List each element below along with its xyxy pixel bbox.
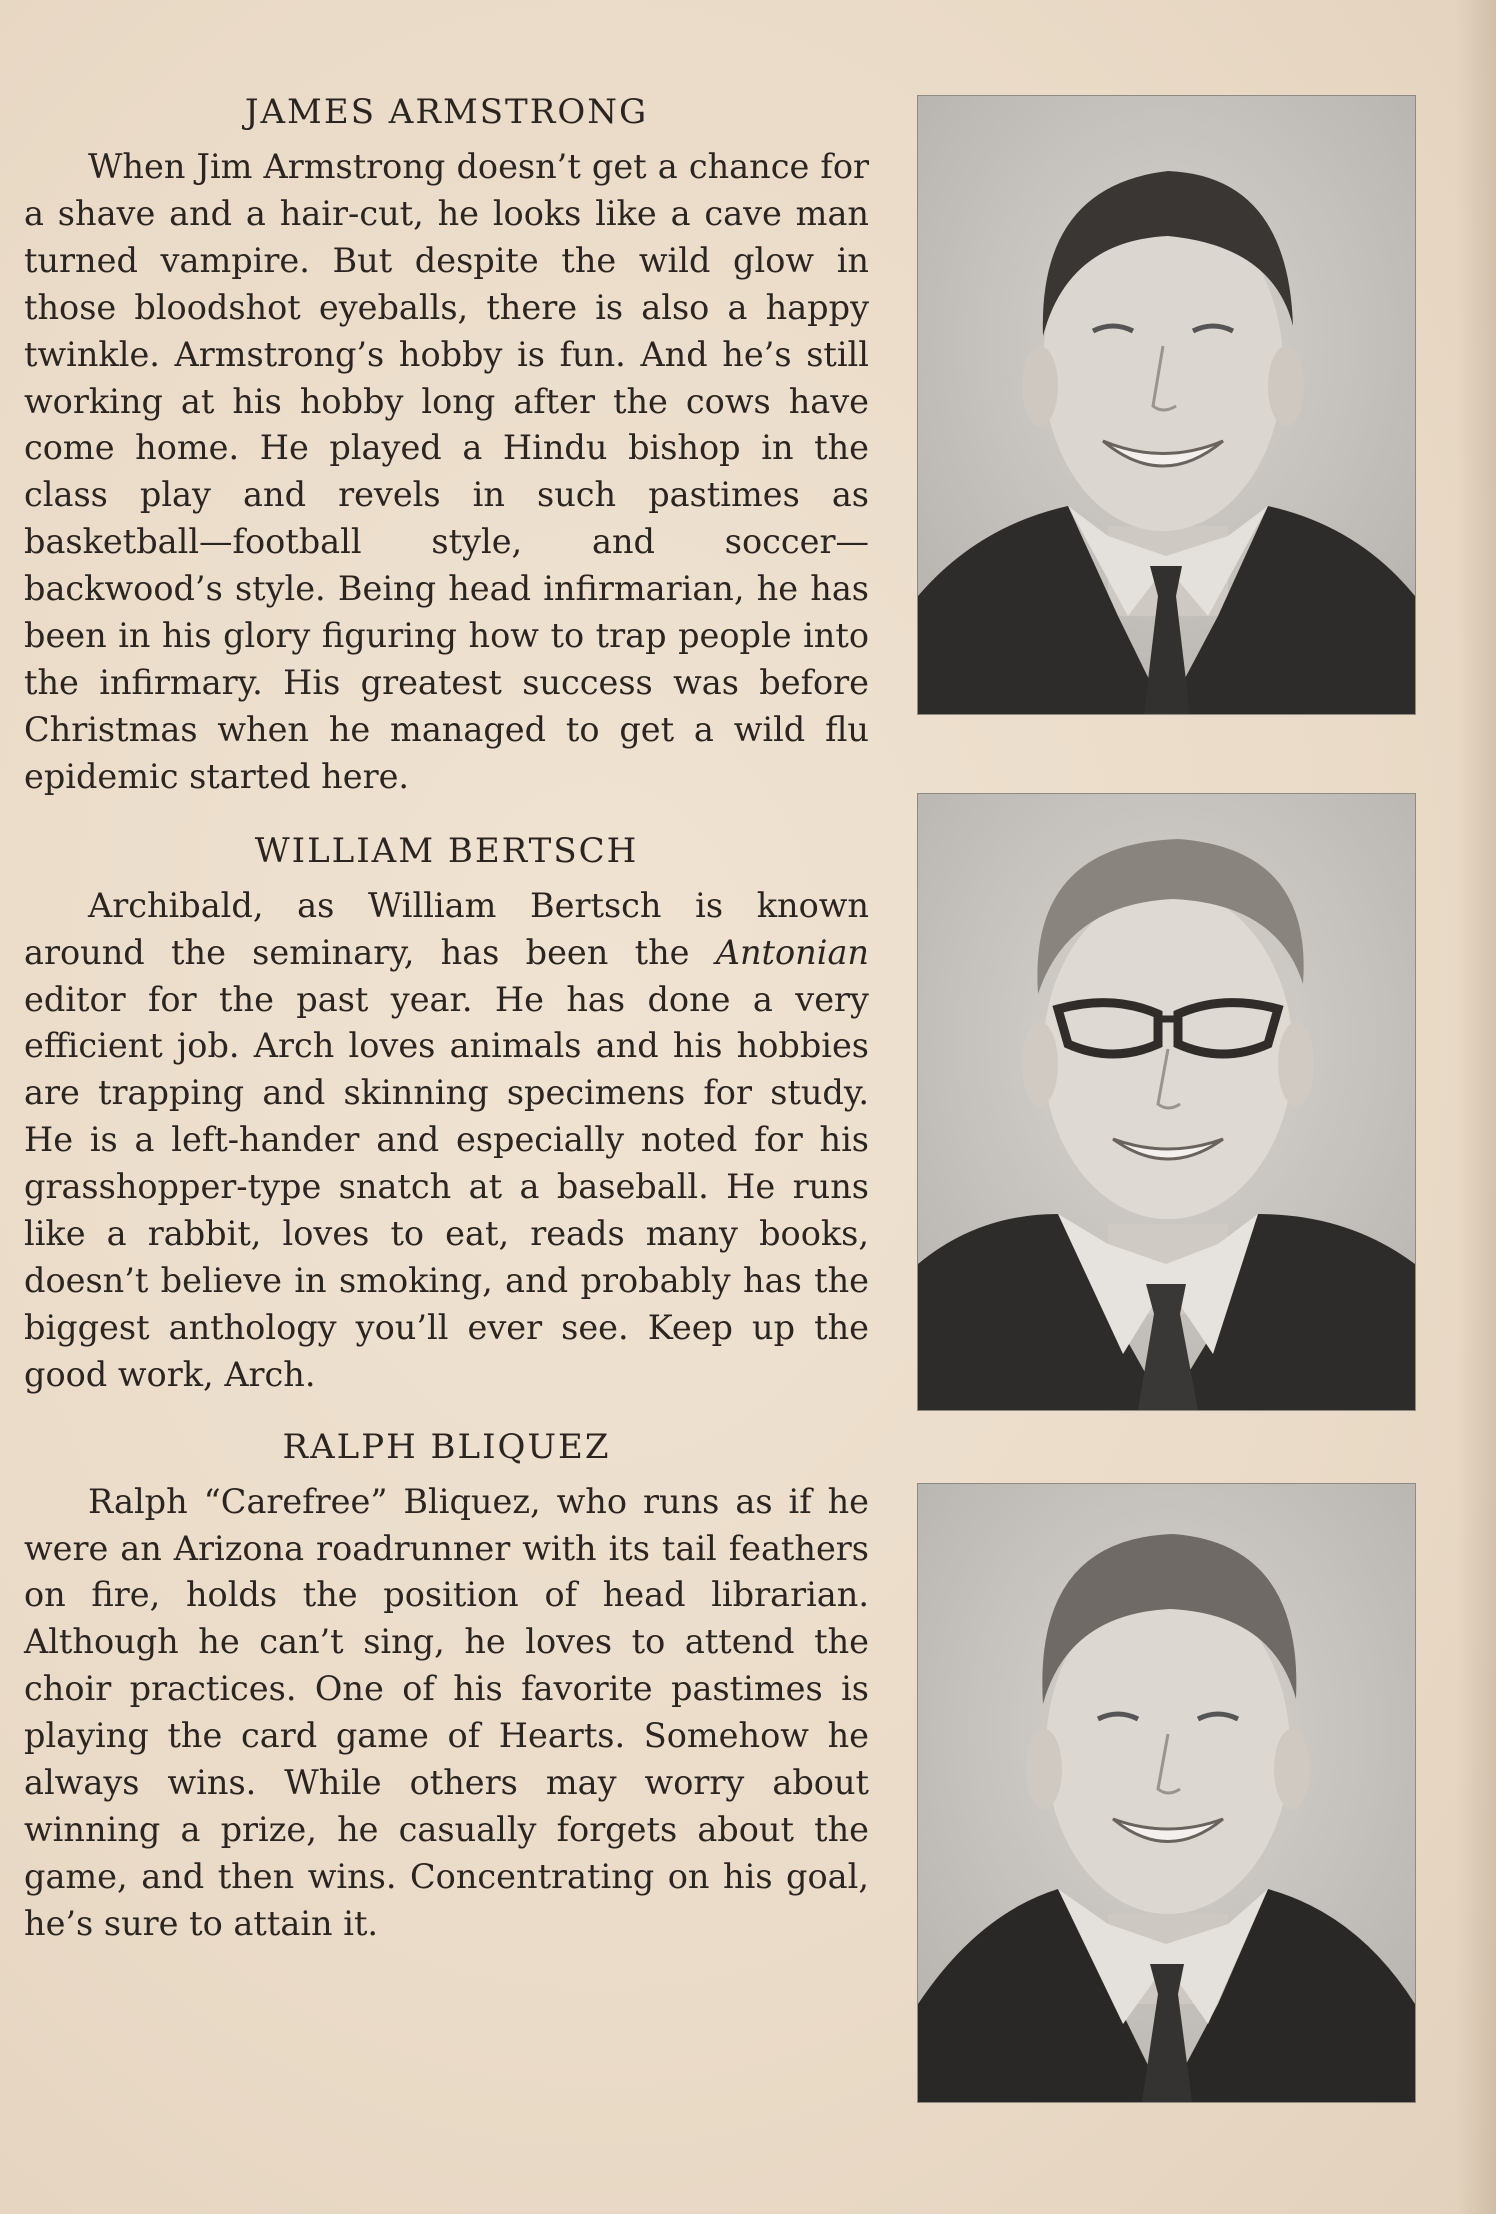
portrait-image — [918, 96, 1415, 714]
bio-text: Ralph “Carefree” Bliquez, who runs as if he were an Arizona roadrunner with its tail feathers on fire, holds the position of head librarian. Although he can’t sing, he loves to attend the choir practices. One of his favorite pastimes is playing the card game of Hearts. Somehow he always wins. While others may worry about winning a prize, he casually forgets about the game, and then wins. Concentrating on his goal, he’s sure to attain it. — [24, 1481, 869, 1943]
bio-text: When Jim Armstrong doesn’t get a chance for a shave and a hair-cut, he looks like a cave man turned vampire. But despite the wild glow in those bloodshot eyeballs, there is also a happy twinkle. Armstrong’s hobby is fun. And he’s still working at his hobby long after the cows have come home. He played a Hindu bishop in the class play and revels in such pastimes as basketball—football style, and soccer—backwood’s style. Being head infirmarian, he has been in his glory figuring how to trap people into the infirmary. His greatest success was before Christmas when he managed to get a wild flu epidemic started here. — [24, 147, 869, 796]
bio-text — [24, 883, 869, 1399]
bio-william-bertsch — [24, 825, 869, 1399]
portrait-ralph-bliquez — [918, 1484, 1415, 2102]
publication-title: Antonian — [715, 932, 869, 972]
bio-name: RALPH BLIQUEZ — [282, 1426, 611, 1467]
bio-ralph-bliquez — [24, 1421, 869, 1948]
portrait-image — [918, 794, 1415, 1410]
portrait-william-bertsch — [918, 794, 1415, 1410]
bio-text-part: editor for the past year. He has done a very efficient job. Arch loves animals and his hobbies are trapping and skinning specimens for study. He is a left-hander and especially noted for his grasshopper-type snatch at a baseball. He runs like a rabbit, loves to eat, reads many books, doesn’t believe in smoking, and probably has the biggest anthology you’ll ever see. Keep up the good work, Arch. — [24, 979, 869, 1394]
page-edge-shadow — [1456, 0, 1496, 2214]
bio-text-part: Archibald, as William Bertsch is known around the seminary, has been the — [24, 885, 869, 972]
biography-column — [24, 86, 869, 1948]
portrait-image — [918, 1484, 1415, 2102]
portrait-james-armstrong — [918, 96, 1415, 714]
bio-name: JAMES ARMSTRONG — [244, 92, 649, 132]
bio-james-armstrong — [24, 86, 869, 801]
bio-name: WILLIAM BERTSCH — [254, 830, 639, 871]
